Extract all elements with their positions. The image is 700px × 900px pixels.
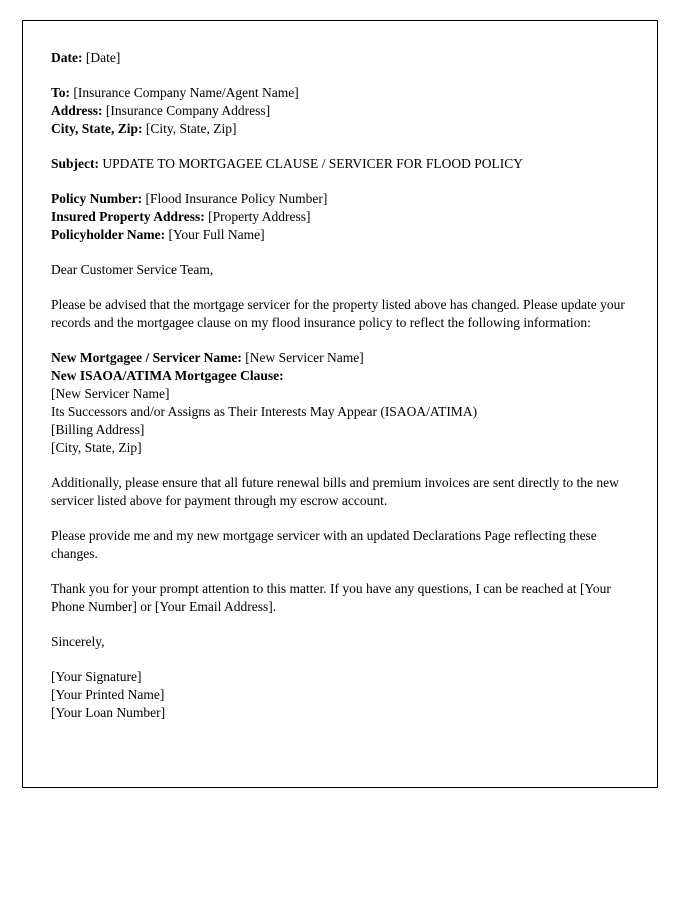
clause-servicer-name: [New Servicer Name]: [51, 386, 170, 401]
subject-value: UPDATE TO MORTGAGEE CLAUSE / SERVICER FOR FLOOD POLICY: [99, 156, 524, 171]
date-label: Date:: [51, 50, 83, 65]
paragraph-billing: Additionally, please ensure that all future renewal bills and premium invoices are sent directly to the new servicer listed above for payment through my escrow account.: [51, 475, 619, 508]
subject-label: Subject:: [51, 156, 99, 171]
servicer-block: [51, 349, 629, 457]
closing: Sincerely,: [51, 634, 105, 649]
city-state-zip-value: [City, State, Zip]: [142, 121, 237, 136]
date-value: [Date]: [82, 50, 121, 65]
address-label: Address:: [51, 103, 103, 118]
loan-number-line: [Your Loan Number]: [51, 705, 166, 720]
insured-property-label: Insured Property Address:: [51, 209, 205, 224]
paragraph-change-notice: Please be advised that the mortgage servicer for the property listed above has changed. Please update your records and the mortgagee clause on my flood insurance policy to reflect the following information:: [51, 297, 625, 330]
to-label: To:: [51, 85, 71, 100]
policyholder-label: Policyholder Name:: [51, 227, 166, 242]
signature-block: [51, 668, 629, 722]
city-state-zip-line: [51, 120, 629, 138]
new-servicer-name-line: [51, 349, 629, 367]
subject-line: [51, 155, 629, 173]
address-line: [51, 102, 629, 120]
salutation: Dear Customer Service Team,: [51, 262, 214, 277]
paragraph-declarations: Please provide me and my new mortgage servicer with an updated Declarations Page reflecting these changes.: [51, 528, 597, 561]
mortgagee-clause-label: New ISAOA/ATIMA Mortgagee Clause:: [51, 368, 284, 383]
signature-line: [Your Signature]: [51, 669, 142, 684]
paragraph-thanks: Thank you for your prompt attention to this matter. If you have any questions, I can be reached at [Your Phone Number] or [Your Email Address].: [51, 581, 611, 614]
policyholder-line: [51, 226, 629, 244]
to-value: [Insurance Company Name/Agent Name]: [70, 85, 299, 100]
policy-number-value: [Flood Insurance Policy Number]: [142, 191, 328, 206]
clause-isaoa-atima: Its Successors and/or Assigns as Their Interests May Appear (ISAOA/ATIMA): [51, 404, 478, 419]
policyholder-value: [Your Full Name]: [165, 227, 265, 242]
city-state-zip-label: City, State, Zip:: [51, 121, 143, 136]
letter-page: [22, 20, 658, 788]
new-servicer-name-value: [New Servicer Name]: [241, 350, 364, 365]
policy-number-line: [51, 190, 629, 208]
recipient-block: [51, 84, 629, 138]
date-line: [51, 49, 629, 67]
insured-property-value: [Property Address]: [204, 209, 311, 224]
clause-billing-address: [Billing Address]: [51, 422, 145, 437]
address-value: [Insurance Company Address]: [102, 103, 271, 118]
policy-block: [51, 190, 629, 244]
printed-name-line: [Your Printed Name]: [51, 687, 165, 702]
clause-city-state-zip: [City, State, Zip]: [51, 440, 142, 455]
insured-property-line: [51, 208, 629, 226]
new-servicer-name-label: New Mortgagee / Servicer Name:: [51, 350, 242, 365]
policy-number-label: Policy Number:: [51, 191, 143, 206]
to-line: [51, 84, 629, 102]
